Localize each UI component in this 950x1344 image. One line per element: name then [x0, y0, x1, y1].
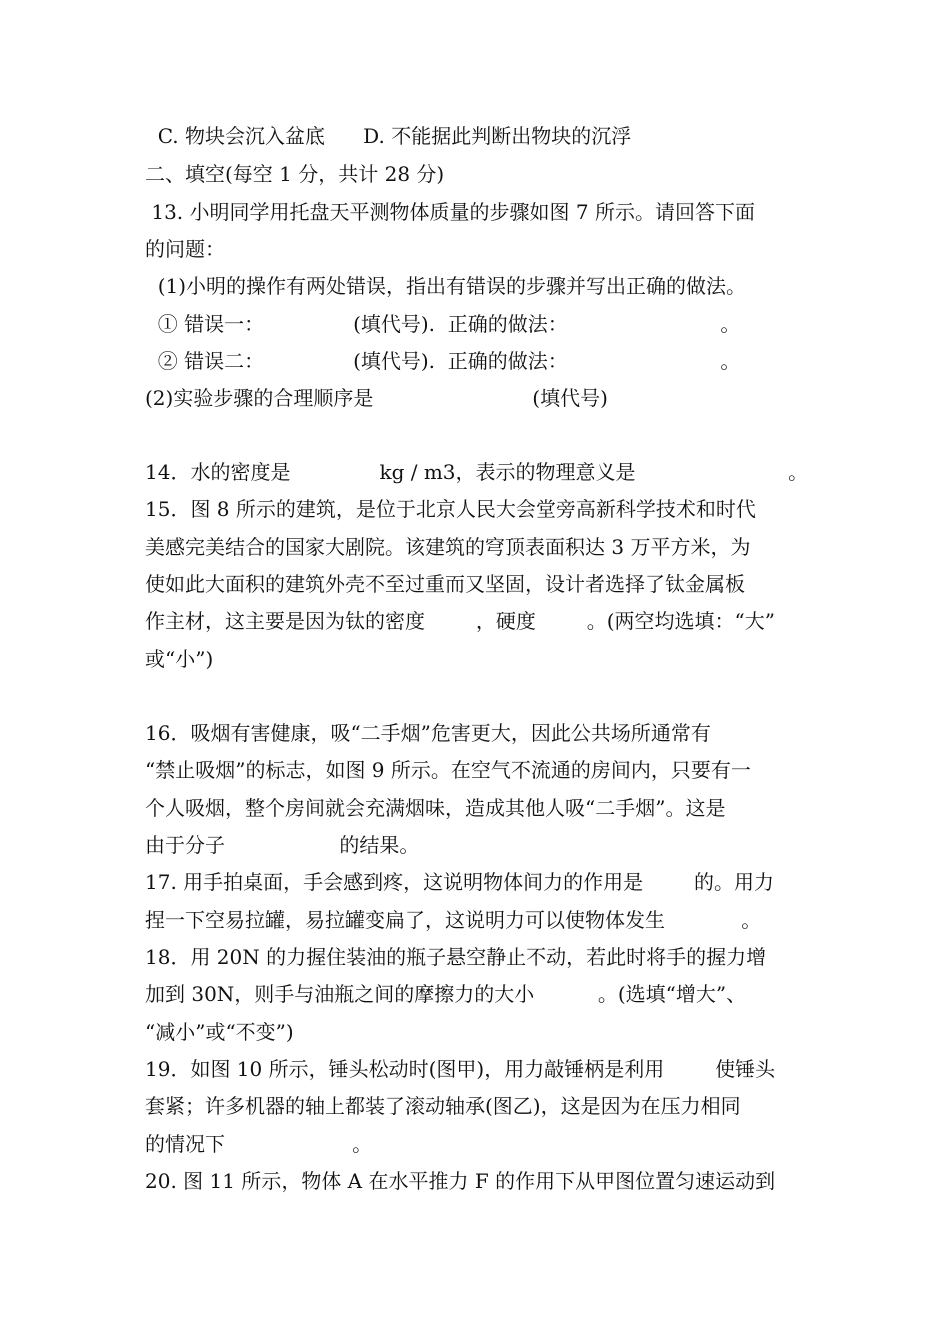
text: ① 错误一： (填代号). 正确的做法： 。 — [145, 312, 741, 336]
text: 的问题： — [145, 237, 225, 261]
question-16-line-4 — [145, 832, 419, 858]
question-19-line-3 — [145, 1131, 372, 1157]
error-one-line — [145, 311, 740, 337]
question-15-line-2 — [145, 534, 750, 560]
text: 由于分子 的结果。 — [145, 833, 420, 857]
text: C. 物块会沉入盆底 D. 不能据此判断出物块的沉浮 — [145, 124, 632, 148]
text: 二、填空(每空 1 分，共计 28 分) — [145, 162, 445, 186]
question-20-line-1 — [145, 1168, 775, 1194]
question-13-part-1 — [145, 273, 746, 299]
text: 16．吸烟有害健康，吸“二手烟”危害更大，因此公共场所通常有 — [145, 721, 711, 745]
question-17-line-1 — [145, 869, 774, 895]
text: 使如此大面积的建筑外壳不至过重而又坚固，设计者选择了钛金属板 — [145, 572, 745, 596]
text: 作主材，这主要是因为钛的密度 ，硬度 。(两空均选填：“大” — [145, 609, 775, 633]
question-19-line-1 — [145, 1056, 775, 1082]
question-15-line-1 — [145, 496, 756, 522]
text: 19．如图 10 所示，锤头松动时(图甲)，用力敲锤柄是利用 使锤头 — [145, 1057, 776, 1081]
question-16-line-1 — [145, 720, 711, 746]
text: (2)实验步骤的合理顺序是 (填代号) — [145, 386, 608, 410]
text: 个人吸烟，整个房间就会充满烟味，造成其他人吸“二手烟”。这是 — [145, 796, 726, 820]
text: (1)小明的操作有两处错误，指出有错误的步骤并写出正确的做法。 — [145, 274, 747, 298]
text: 18．用 20N 的力握住装油的瓶子悬空静止不动，若此时将手的握力增 — [145, 945, 767, 969]
text: 20. 图 11 所示，物体 A 在水平推力 F 的作用下从甲图位置匀速运动到 — [145, 1169, 776, 1193]
option-c-d-line — [145, 123, 631, 149]
question-18-line-2 — [145, 981, 746, 1007]
text: 或“小”) — [145, 647, 214, 671]
question-15-line-3 — [145, 571, 745, 597]
text: “禁止吸烟”的标志，如图 9 所示。在空气不流通的房间内，只要有一 — [145, 758, 751, 782]
question-18-line-1 — [145, 944, 766, 970]
question-17-line-2 — [145, 907, 761, 933]
question-15-line-4 — [145, 608, 775, 634]
text: ② 错误二： (填代号). 正确的做法： 。 — [145, 349, 741, 373]
error-two-line — [145, 348, 740, 374]
text: 套紧；许多机器的轴上都装了滚动轴承(图乙)，这是因为在压力相同 — [145, 1094, 741, 1118]
text: 捏一下空易拉罐，易拉罐变扁了，这说明力可以使物体发生 。 — [145, 908, 762, 932]
question-16-line-3 — [145, 795, 725, 821]
question-15-line-5 — [145, 646, 213, 672]
question-18-line-3 — [145, 1019, 294, 1045]
text: 13. 小明同学用托盘天平测物体质量的步骤如图 7 所示。请回答下面 — [145, 200, 755, 224]
text: 加到 30N，则手与油瓶之间的摩擦力的大小 。(选填“增大”、 — [145, 982, 747, 1006]
question-16-line-2 — [145, 757, 751, 783]
text: 美感完美结合的国家大剧院。该建筑的穹顶表面积达 3 万平方米，为 — [145, 535, 751, 559]
section-heading — [145, 161, 444, 187]
question-14 — [145, 459, 808, 485]
text: 15．图 8 所示的建筑，是位于北京人民大会堂旁高新科学技术和时代 — [145, 497, 756, 521]
text: 17. 用手拍桌面，手会感到疼，这说明物体间力的作用是 的。用力 — [145, 870, 775, 894]
text: 14．水的密度是 kg / m3，表示的物理意义是 。 — [145, 460, 809, 484]
question-13-part-2 — [145, 385, 608, 411]
question-13-line-1 — [145, 199, 755, 225]
question-19-line-2 — [145, 1093, 741, 1119]
question-13-line-2 — [145, 236, 225, 262]
text: 的情况下 。 — [145, 1132, 373, 1156]
text: “减小”或“不变”) — [145, 1020, 294, 1044]
